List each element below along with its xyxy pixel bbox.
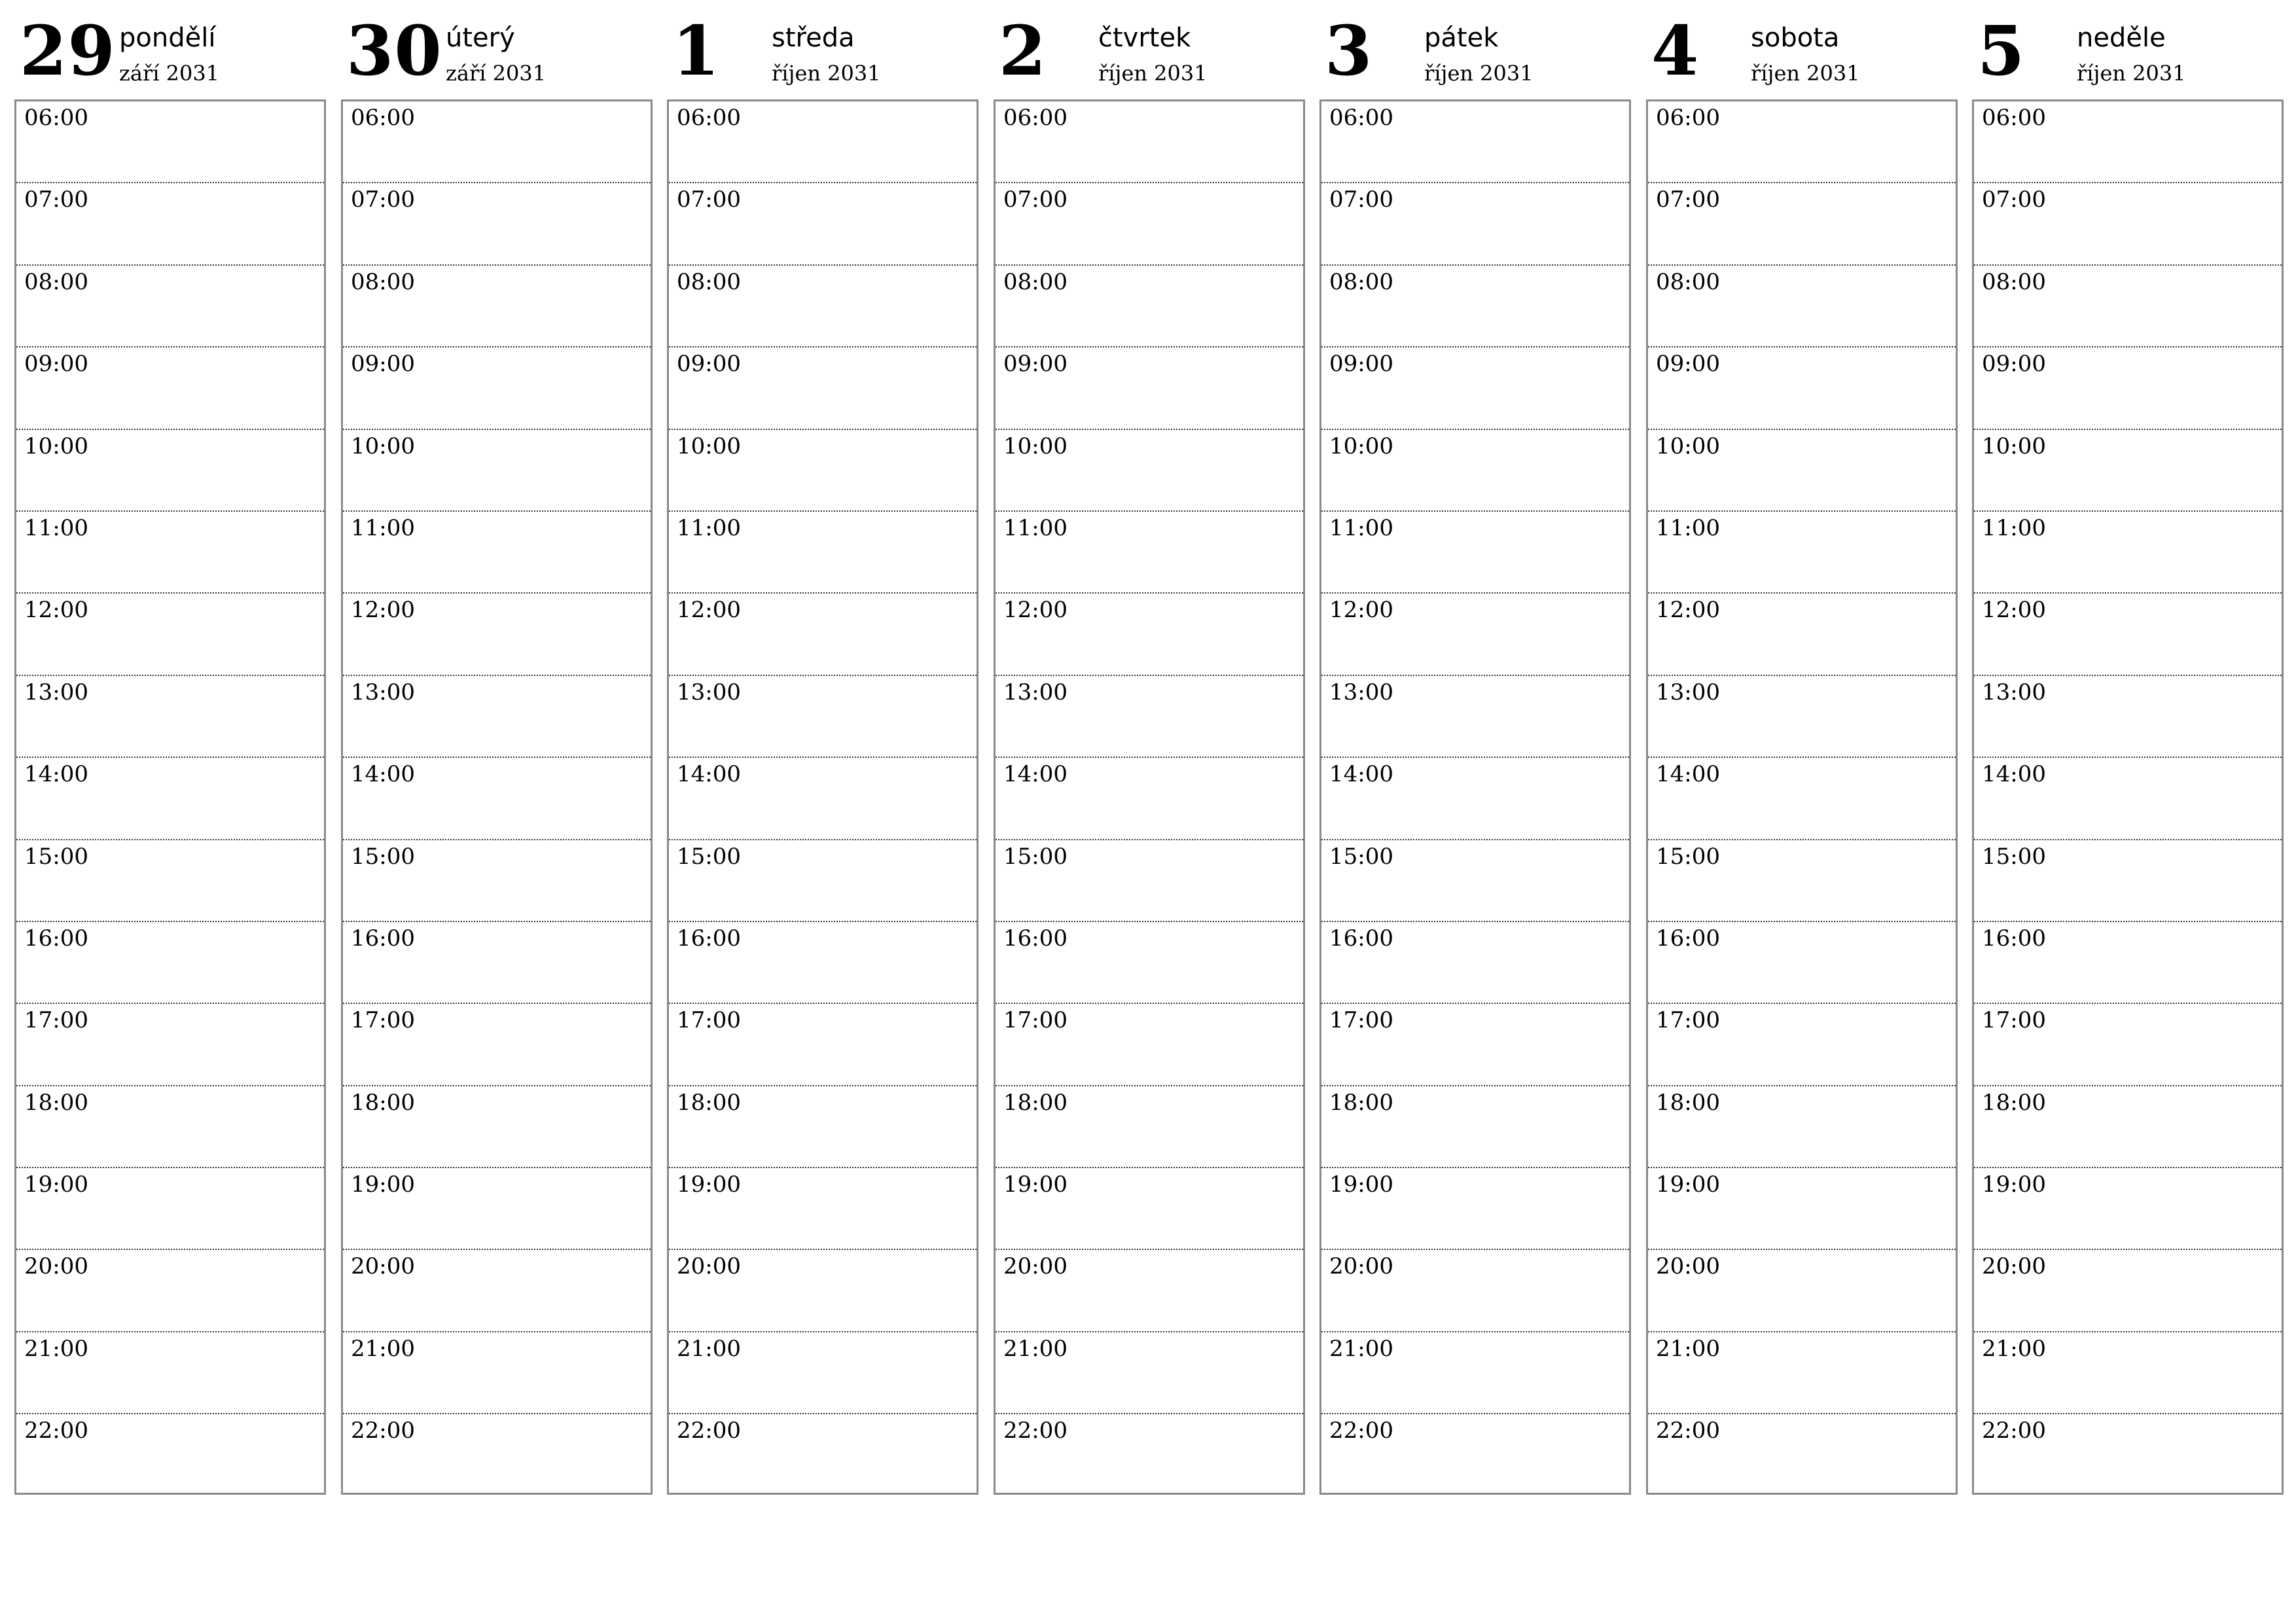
time-slot[interactable] <box>343 1168 651 1250</box>
time-slot[interactable] <box>16 1332 324 1414</box>
time-slot[interactable] <box>343 840 651 922</box>
time-slot[interactable] <box>1648 430 1956 512</box>
time-label: 14:00 <box>1982 761 2046 788</box>
time-slot[interactable] <box>343 266 651 348</box>
time-slot[interactable] <box>669 348 977 429</box>
month-label: září 2031 <box>119 61 220 86</box>
day-column <box>1972 0 2286 1444</box>
time-slot[interactable] <box>343 1004 651 1086</box>
time-label: 06:00 <box>24 105 88 131</box>
time-label: 13:00 <box>677 679 741 705</box>
time-label: 11:00 <box>351 514 415 541</box>
day-number: 4 <box>1651 10 1700 91</box>
time-label: 09:00 <box>1656 351 1720 378</box>
time-slot[interactable] <box>16 512 324 594</box>
time-slot[interactable] <box>1974 922 2282 1004</box>
time-label: 15:00 <box>1003 843 1067 870</box>
time-label: 22:00 <box>1329 1418 1393 1444</box>
time-label: 13:00 <box>1656 679 1720 705</box>
time-label: 22:00 <box>1982 1418 2046 1444</box>
time-slot[interactable] <box>343 183 651 265</box>
time-slot[interactable] <box>343 430 651 512</box>
time-slot[interactable] <box>16 594 324 675</box>
time-label: 10:00 <box>24 433 88 459</box>
time-slot[interactable] <box>1648 266 1956 348</box>
time-label: 16:00 <box>677 925 741 952</box>
time-slot[interactable] <box>1321 676 1629 758</box>
time-label: 16:00 <box>1982 925 2046 952</box>
time-label: 17:00 <box>1656 1007 1720 1034</box>
time-slot[interactable] <box>16 840 324 922</box>
time-slot[interactable] <box>16 1168 324 1250</box>
time-slot[interactable] <box>1321 922 1629 1004</box>
day-name: pondělí <box>119 23 216 53</box>
time-slot[interactable] <box>996 1086 1303 1168</box>
time-slot[interactable] <box>1974 1004 2282 1086</box>
time-slot[interactable] <box>996 1250 1303 1332</box>
time-label: 16:00 <box>1003 925 1067 952</box>
time-label: 20:00 <box>1656 1253 1720 1280</box>
time-label: 07:00 <box>1656 187 1720 213</box>
time-grid <box>1319 99 1631 1495</box>
time-label: 20:00 <box>1982 1253 2046 1280</box>
time-slot[interactable] <box>16 758 324 840</box>
time-label: 08:00 <box>1003 268 1067 295</box>
time-slot[interactable] <box>16 266 324 348</box>
time-label: 19:00 <box>24 1171 88 1198</box>
day-header <box>994 0 1308 99</box>
time-slot[interactable] <box>1321 1250 1629 1332</box>
time-label: 22:00 <box>1003 1418 1067 1444</box>
time-slot[interactable] <box>16 1086 324 1168</box>
time-label: 15:00 <box>677 843 741 870</box>
time-slot[interactable] <box>669 676 977 758</box>
time-slot[interactable] <box>16 101 324 183</box>
time-slot[interactable] <box>1648 1086 1956 1168</box>
time-label: 18:00 <box>1656 1089 1720 1116</box>
day-header <box>14 0 329 99</box>
time-label: 12:00 <box>677 597 741 624</box>
time-label: 13:00 <box>1982 679 2046 705</box>
day-number: 1 <box>672 10 721 91</box>
time-label: 14:00 <box>24 761 88 788</box>
time-label: 12:00 <box>1329 597 1393 624</box>
time-slot[interactable] <box>1648 676 1956 758</box>
time-label: 16:00 <box>1656 925 1720 952</box>
time-label: 15:00 <box>1329 843 1393 870</box>
day-name: úterý <box>446 23 515 53</box>
time-slot[interactable] <box>1321 1414 1629 1496</box>
time-slot[interactable] <box>16 676 324 758</box>
time-label: 18:00 <box>1329 1089 1393 1116</box>
time-label: 14:00 <box>351 761 415 788</box>
time-slot[interactable] <box>996 1332 1303 1414</box>
time-slot[interactable] <box>996 922 1303 1004</box>
time-slot[interactable] <box>1974 348 2282 429</box>
time-label: 17:00 <box>677 1007 741 1034</box>
time-label: 21:00 <box>1982 1335 2046 1362</box>
time-slot[interactable] <box>1974 594 2282 675</box>
time-label: 15:00 <box>1982 843 2046 870</box>
day-name: neděle <box>2077 23 2166 53</box>
time-grid <box>1646 99 1958 1495</box>
time-label: 08:00 <box>1982 268 2046 295</box>
time-slot[interactable] <box>1974 266 2282 348</box>
time-slot[interactable] <box>996 758 1303 840</box>
day-number: 5 <box>1977 10 2026 91</box>
time-label: 15:00 <box>1656 843 1720 870</box>
time-label: 08:00 <box>1329 268 1393 295</box>
time-slot[interactable] <box>1974 758 2282 840</box>
time-slot[interactable] <box>343 922 651 1004</box>
time-label: 18:00 <box>24 1089 88 1116</box>
time-slot[interactable] <box>669 1250 977 1332</box>
time-label: 17:00 <box>24 1007 88 1034</box>
month-label: říjen 2031 <box>1751 61 1860 86</box>
time-label: 18:00 <box>351 1089 415 1116</box>
time-slot[interactable] <box>16 1250 324 1332</box>
time-slot[interactable] <box>1648 1332 1956 1414</box>
day-name: čtvrtek <box>1098 23 1191 53</box>
time-slot[interactable] <box>669 1086 977 1168</box>
time-label: 07:00 <box>351 187 415 213</box>
time-slot[interactable] <box>1648 348 1956 429</box>
time-label: 19:00 <box>677 1171 741 1198</box>
time-slot[interactable] <box>669 266 977 348</box>
time-label: 18:00 <box>677 1089 741 1116</box>
time-label: 11:00 <box>1003 514 1067 541</box>
day-header <box>1646 0 1960 99</box>
time-label: 16:00 <box>351 925 415 952</box>
time-grid <box>667 99 978 1495</box>
time-slot[interactable] <box>343 594 651 675</box>
time-slot[interactable] <box>343 101 651 183</box>
day-name: středa <box>772 23 855 53</box>
day-number: 30 <box>346 10 442 91</box>
time-label: 20:00 <box>1003 1253 1067 1280</box>
time-slot[interactable] <box>1648 840 1956 922</box>
time-slot[interactable] <box>1974 1414 2282 1496</box>
time-slot[interactable] <box>669 101 977 183</box>
time-label: 12:00 <box>24 597 88 624</box>
time-slot[interactable] <box>669 430 977 512</box>
month-label: říjen 2031 <box>772 61 881 86</box>
time-label: 21:00 <box>1329 1335 1393 1362</box>
time-slot[interactable] <box>996 512 1303 594</box>
time-label: 21:00 <box>677 1335 741 1362</box>
time-slot[interactable] <box>1974 512 2282 594</box>
day-column <box>994 0 1308 1444</box>
time-slot[interactable] <box>996 430 1303 512</box>
time-label: 13:00 <box>351 679 415 705</box>
time-slot[interactable] <box>343 676 651 758</box>
time-slot[interactable] <box>1648 183 1956 265</box>
time-slot[interactable] <box>669 1004 977 1086</box>
time-slot[interactable] <box>996 101 1303 183</box>
time-slot[interactable] <box>669 758 977 840</box>
time-slot[interactable] <box>16 1004 324 1086</box>
time-slot[interactable] <box>343 1414 651 1496</box>
time-label: 12:00 <box>1982 597 2046 624</box>
time-slot[interactable] <box>669 1414 977 1496</box>
time-label: 14:00 <box>677 761 741 788</box>
time-slot[interactable] <box>669 1332 977 1414</box>
time-label: 10:00 <box>1003 433 1067 459</box>
time-label: 08:00 <box>24 268 88 295</box>
time-slot[interactable] <box>343 512 651 594</box>
time-slot[interactable] <box>1321 1004 1629 1086</box>
time-label: 06:00 <box>677 105 741 131</box>
time-label: 22:00 <box>24 1418 88 1444</box>
time-slot[interactable] <box>1321 1168 1629 1250</box>
time-slot[interactable] <box>1974 1086 2282 1168</box>
time-slot[interactable] <box>16 183 324 265</box>
time-slot[interactable] <box>16 922 324 1004</box>
time-slot[interactable] <box>1321 1332 1629 1414</box>
time-label: 21:00 <box>1003 1335 1067 1362</box>
time-label: 07:00 <box>1003 187 1067 213</box>
day-name: sobota <box>1751 23 1840 53</box>
day-header <box>667 0 981 99</box>
time-label: 20:00 <box>351 1253 415 1280</box>
time-label: 11:00 <box>1982 514 2046 541</box>
time-slot[interactable] <box>669 840 977 922</box>
time-slot[interactable] <box>996 183 1303 265</box>
time-slot[interactable] <box>1648 1414 1956 1496</box>
time-label: 15:00 <box>24 843 88 870</box>
time-grid <box>14 99 326 1495</box>
time-label: 15:00 <box>351 843 415 870</box>
month-label: září 2031 <box>446 61 547 86</box>
time-label: 22:00 <box>1656 1418 1720 1444</box>
time-label: 11:00 <box>677 514 741 541</box>
time-slot[interactable] <box>1648 1168 1956 1250</box>
time-slot[interactable] <box>1648 922 1956 1004</box>
time-label: 06:00 <box>351 105 415 131</box>
time-slot[interactable] <box>1648 101 1956 183</box>
time-label: 10:00 <box>1329 433 1393 459</box>
time-label: 06:00 <box>1656 105 1720 131</box>
time-slot[interactable] <box>669 1168 977 1250</box>
day-column <box>341 0 655 1444</box>
time-label: 17:00 <box>351 1007 415 1034</box>
time-label: 18:00 <box>1982 1089 2046 1116</box>
time-label: 14:00 <box>1329 761 1393 788</box>
day-number: 2 <box>999 10 1047 91</box>
time-slot[interactable] <box>669 594 977 675</box>
day-column <box>1646 0 1960 1444</box>
time-slot[interactable] <box>16 348 324 429</box>
time-slot[interactable] <box>1648 512 1956 594</box>
time-label: 07:00 <box>677 187 741 213</box>
day-column <box>1319 0 1634 1444</box>
time-slot[interactable] <box>16 1414 324 1496</box>
time-label: 21:00 <box>351 1335 415 1362</box>
time-slot[interactable] <box>996 676 1303 758</box>
time-label: 09:00 <box>351 351 415 378</box>
time-label: 22:00 <box>351 1418 415 1444</box>
time-label: 12:00 <box>351 597 415 624</box>
time-grid <box>341 99 653 1495</box>
time-slot[interactable] <box>996 594 1303 675</box>
time-label: 09:00 <box>24 351 88 378</box>
time-slot[interactable] <box>343 1332 651 1414</box>
day-header <box>1972 0 2286 99</box>
time-label: 21:00 <box>1656 1335 1720 1362</box>
time-grid <box>994 99 1305 1495</box>
time-label: 20:00 <box>677 1253 741 1280</box>
time-label: 11:00 <box>1329 514 1393 541</box>
time-slot[interactable] <box>1648 594 1956 675</box>
time-slot[interactable] <box>1321 512 1629 594</box>
time-slot[interactable] <box>343 348 651 429</box>
time-slot[interactable] <box>1321 348 1629 429</box>
time-slot[interactable] <box>996 1004 1303 1086</box>
time-slot[interactable] <box>1321 594 1629 675</box>
time-label: 17:00 <box>1003 1007 1067 1034</box>
month-label: říjen 2031 <box>1098 61 1208 86</box>
time-slot[interactable] <box>1648 1250 1956 1332</box>
time-slot[interactable] <box>669 512 977 594</box>
time-label: 10:00 <box>1656 433 1720 459</box>
time-label: 06:00 <box>1982 105 2046 131</box>
time-label: 08:00 <box>351 268 415 295</box>
time-label: 13:00 <box>1329 679 1393 705</box>
month-label: říjen 2031 <box>2077 61 2186 86</box>
time-label: 16:00 <box>24 925 88 952</box>
time-slot[interactable] <box>996 1168 1303 1250</box>
time-label: 14:00 <box>1003 761 1067 788</box>
day-number: 29 <box>20 10 116 91</box>
time-slot[interactable] <box>1321 430 1629 512</box>
time-label: 10:00 <box>677 433 741 459</box>
time-label: 13:00 <box>24 679 88 705</box>
time-label: 21:00 <box>24 1335 88 1362</box>
month-label: říjen 2031 <box>1424 61 1534 86</box>
time-slot[interactable] <box>1974 840 2282 922</box>
time-label: 07:00 <box>1982 187 2046 213</box>
time-label: 16:00 <box>1329 925 1393 952</box>
time-label: 09:00 <box>1329 351 1393 378</box>
day-header <box>1319 0 1634 99</box>
time-slot[interactable] <box>1974 183 2282 265</box>
time-slot[interactable] <box>1974 1332 2282 1414</box>
time-label: 14:00 <box>1656 761 1720 788</box>
time-label: 19:00 <box>1329 1171 1393 1198</box>
time-label: 12:00 <box>1003 597 1067 624</box>
time-slot[interactable] <box>1648 758 1956 840</box>
time-label: 10:00 <box>1982 433 2046 459</box>
time-slot[interactable] <box>1974 1168 2282 1250</box>
time-label: 10:00 <box>351 433 415 459</box>
time-slot[interactable] <box>669 922 977 1004</box>
day-name: pátek <box>1424 23 1499 53</box>
time-label: 08:00 <box>677 268 741 295</box>
time-label: 09:00 <box>677 351 741 378</box>
time-slot[interactable] <box>1321 840 1629 922</box>
time-label: 20:00 <box>1329 1253 1393 1280</box>
time-slot[interactable] <box>1974 676 2282 758</box>
time-label: 09:00 <box>1003 351 1067 378</box>
time-label: 19:00 <box>1982 1171 2046 1198</box>
time-slot[interactable] <box>343 1086 651 1168</box>
time-label: 11:00 <box>24 514 88 541</box>
time-slot[interactable] <box>1321 183 1629 265</box>
time-grid <box>1972 99 2284 1495</box>
time-label: 17:00 <box>1982 1007 2046 1034</box>
time-label: 06:00 <box>1003 105 1067 131</box>
time-label: 11:00 <box>1656 514 1720 541</box>
time-slot[interactable] <box>343 758 651 840</box>
time-slot[interactable] <box>1974 1250 2282 1332</box>
time-label: 17:00 <box>1329 1007 1393 1034</box>
time-slot[interactable] <box>996 348 1303 429</box>
time-slot[interactable] <box>1648 1004 1956 1086</box>
time-label: 06:00 <box>1329 105 1393 131</box>
time-slot[interactable] <box>1974 101 2282 183</box>
time-label: 07:00 <box>1329 187 1393 213</box>
time-label: 18:00 <box>1003 1089 1067 1116</box>
time-slot[interactable] <box>1321 1086 1629 1168</box>
day-header <box>341 0 655 99</box>
day-column <box>14 0 329 1444</box>
time-label: 13:00 <box>1003 679 1067 705</box>
day-number: 3 <box>1325 10 1373 91</box>
time-slot[interactable] <box>996 1414 1303 1496</box>
time-label: 09:00 <box>1982 351 2046 378</box>
time-label: 19:00 <box>1656 1171 1720 1198</box>
time-label: 08:00 <box>1656 268 1720 295</box>
time-label: 22:00 <box>677 1418 741 1444</box>
time-slot[interactable] <box>1321 758 1629 840</box>
time-slot[interactable] <box>996 266 1303 348</box>
time-slot[interactable] <box>996 840 1303 922</box>
time-slot[interactable] <box>343 1250 651 1332</box>
time-slot[interactable] <box>1974 430 2282 512</box>
time-label: 20:00 <box>24 1253 88 1280</box>
time-label: 19:00 <box>351 1171 415 1198</box>
time-label: 19:00 <box>1003 1171 1067 1198</box>
time-label: 07:00 <box>24 187 88 213</box>
time-slot[interactable] <box>16 430 324 512</box>
time-slot[interactable] <box>669 183 977 265</box>
time-label: 12:00 <box>1656 597 1720 624</box>
time-slot[interactable] <box>1321 266 1629 348</box>
time-slot[interactable] <box>1321 101 1629 183</box>
day-column <box>667 0 981 1444</box>
